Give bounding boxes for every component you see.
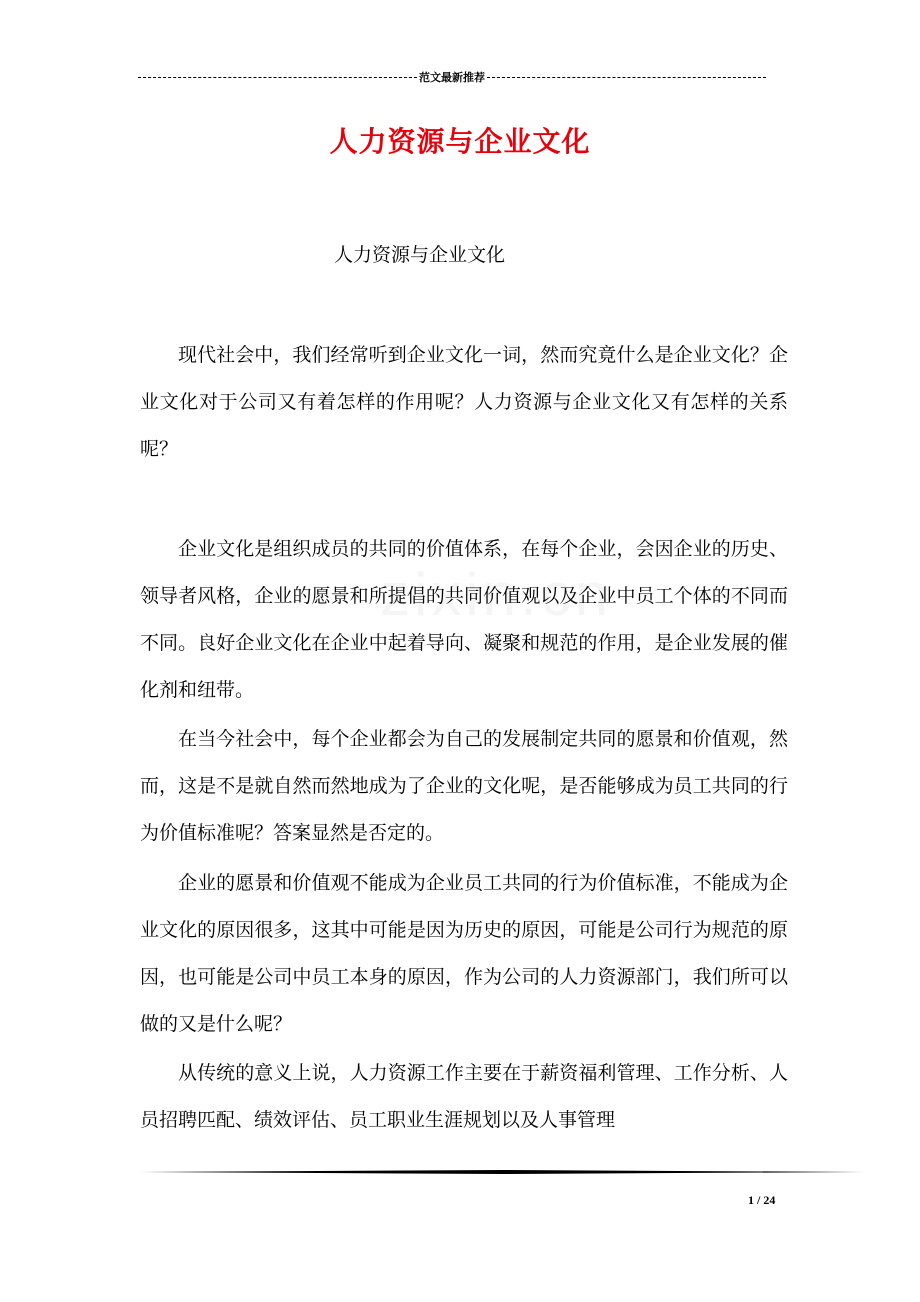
paragraph-1: 现代社会中，我们经常听到企业文化一词，然而究竟什么是企业文化？企业文化对于公司又有着怎样的作用呢？人力资源与企业文化又有怎样的关系呢？ [140,344,788,460]
page-number: 1 / 24 [748,1193,776,1207]
footer-rule-line [140,1170,864,1174]
paragraph-4: 企业的愿景和价值观不能成为企业员工共同的行为价值标准，不能成为企业文化的原因很多，这其中可能是因为历史的原因，可能是公司行为规范的原因，也可能是公司中员工本身的原因，作为公司的人力资源部门，我们所可以做的又是什么呢？ [140,872,788,1035]
paragraph-5: 从传统的意义上说，人力资源工作主要在于薪资福利管理、工作分析、人员招聘匹配、绩效评估、员工职业生涯规划以及人事管理 [140,1062,788,1131]
document-title: 人力资源与企业文化 [329,125,591,158]
header-dashes-right [487,77,766,78]
page-header [138,68,766,86]
footer-rule [140,1170,864,1174]
header-label: 范文最新推荐 [419,72,485,84]
paragraph-2: 企业文化是组织成员的共同的价值体系，在每个企业，会因企业的历史、领导者风格，企业的愿景和所提倡的共同价值观以及企业中员工个体的不同而不同。良好企业文化在企业中起着导向、凝聚和规范的作用，是企业发展的催化剂和纽带。 [140,538,788,701]
header-dashes-left [138,77,417,78]
paragraph-3: 在当今社会中，每个企业都会为自己的发展制定共同的愿景和价值观，然而，这是不是就自然而然地成为了企业的文化呢，是否能够成为员工共同的行为价值标准呢？答案显然是否定的。 [140,728,788,844]
document-subtitle: 人力资源与企业文化 [334,244,506,266]
